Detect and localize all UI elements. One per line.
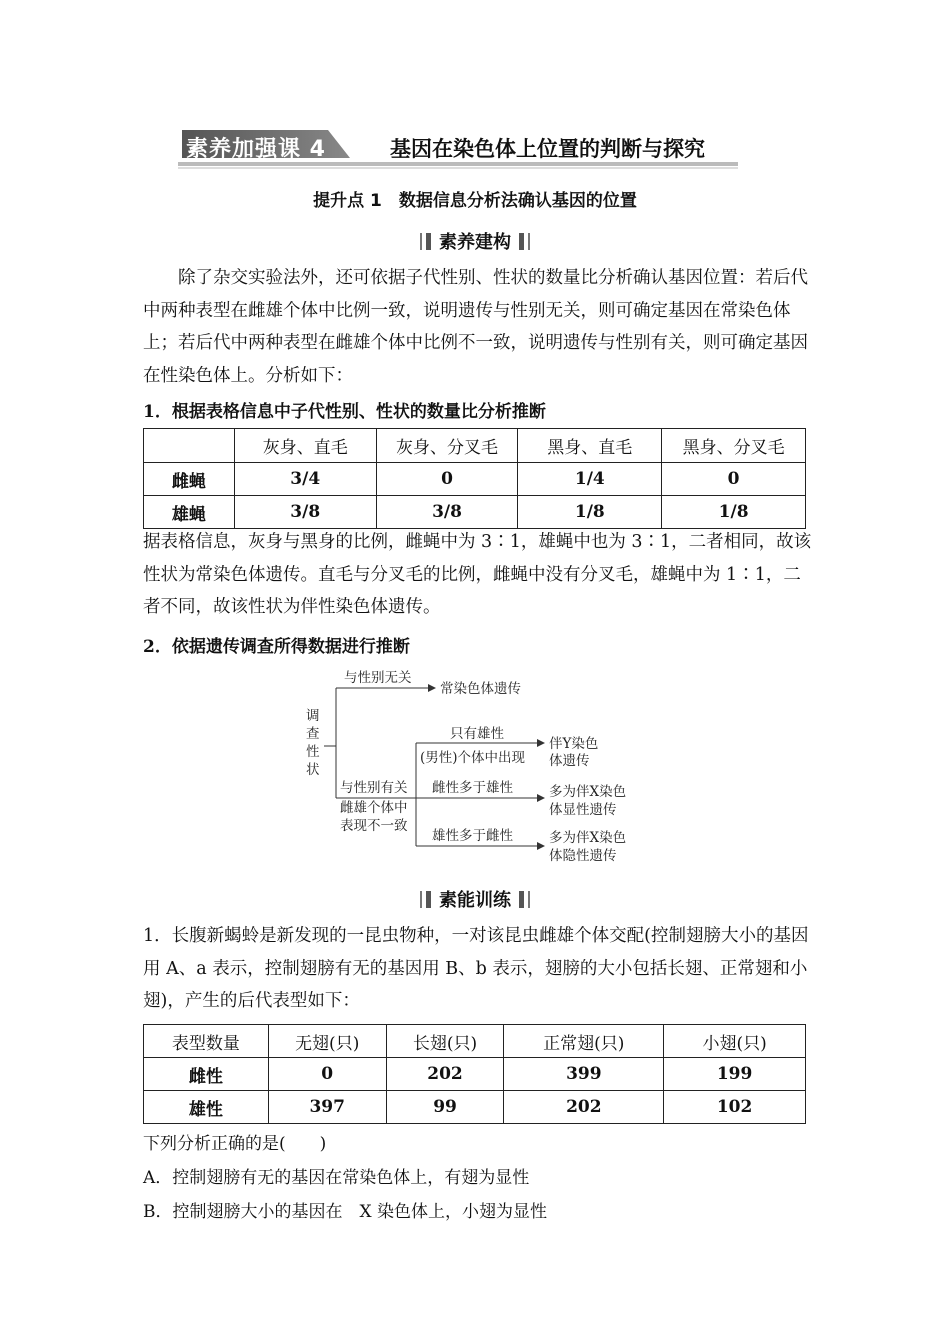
table-offspring-phenotypes <box>143 1024 806 1124</box>
intro-paragraph: 除了杂交实验法外，还可依据子代性别、性状的数量比分析确认基因位置：若后代中两种表型在雌雄个体中比例一致，说明遗传与性别无关，则可确定基因在常染色体上；若后代中两种表型在雌雄个体中比例不一致，说明遗传与性别有关，则可确定基因在性染色体上。分析如下： <box>143 268 808 386</box>
table-header-cell: 正常翅(只) <box>504 1025 664 1058</box>
table-sex-trait-ratio <box>143 428 806 529</box>
analysis-paragraph: 据表格信息，灰身与黑身的比例，雌蝇中为 3∶1，雄蝇中也为 3∶1，二者相同，故该性状为常染色体遗传。直毛与分叉毛的比例，雌蝇中没有分叉毛，雄蝇中为 1∶1，二者不同，故该性状为伴性染色体遗传。 <box>143 532 812 617</box>
diagram-cond-male-only-sub: (男性)个体中出现 <box>420 750 526 766</box>
table-cell: 3/8 <box>376 496 518 529</box>
diagram-root-2: 查 <box>306 726 320 742</box>
table-row <box>144 496 806 529</box>
diagram-result-autosomal: 常染色体遗传 <box>440 681 521 697</box>
table-row <box>144 429 806 463</box>
diagram-result-xr-2: 体隐性遗传 <box>549 848 617 864</box>
table-cell: 1/8 <box>662 496 806 529</box>
table-cell: 202 <box>504 1091 664 1124</box>
diagram-root-3: 性 <box>306 744 320 760</box>
diagram-branch-related-sub2: 表现不一致 <box>340 818 408 834</box>
table-header-cell: 无翅(只) <box>268 1025 386 1058</box>
diagram-root-4: 状 <box>306 762 320 778</box>
question-prompt: 下列分析正确的是( ) <box>143 1134 327 1154</box>
chapter-badge: 素养加强课 4 <box>186 137 326 162</box>
section-heading-construction: 素养建构 <box>0 228 950 254</box>
diagram-cond-male-only: 只有雄性 <box>450 726 504 742</box>
diagram-result-xd-1: 多为伴X染色 <box>549 784 627 800</box>
section-heading-training: 素能训练 <box>0 886 950 912</box>
item-1-heading: 1．根据表格信息中子代性别、性状的数量比分析推断 <box>143 402 546 422</box>
diagram-branch-related: 与性别有关 <box>340 780 408 796</box>
diagram-branch-unrelated: 与性别无关 <box>344 670 412 686</box>
table-cell: 102 <box>664 1091 806 1124</box>
table-header-cell: 长翅(只) <box>386 1025 504 1058</box>
table-cell: 雄性 <box>144 1091 269 1124</box>
option-b[interactable]: B．控制翅膀大小的基因在 X 染色体上，小翅为显性 <box>143 1202 547 1222</box>
diagram-result-y-1: 伴Y染色 <box>549 736 599 752</box>
inheritance-decision-diagram <box>300 668 650 868</box>
diagram-branch-related-sub1: 雌雄个体中 <box>340 800 408 816</box>
diagram-root-1: 调 <box>306 708 320 724</box>
table-header-cell: 黑身、分叉毛 <box>662 429 806 463</box>
table-cell: 3/4 <box>234 463 376 496</box>
table-header-cell: 表型数量 <box>144 1025 269 1058</box>
table-cell: 199 <box>664 1058 806 1091</box>
diagram-cond-male-more: 雄性多于雌性 <box>432 828 513 844</box>
table-cell: 雌性 <box>144 1058 269 1091</box>
table-cell: 3/8 <box>234 496 376 529</box>
question-1-stem: 1．长腹新蝎蛉是新发现的一昆虫物种，一对该昆虫雌雄个体交配(控制翅膀大小的基因用 A、a 表示，控制翅膀有无的基因用 B、b 表示，翅膀的大小包括长翅、正常翅和小翅)，产生的后代表型如下： <box>143 926 809 1011</box>
table-row <box>144 463 806 496</box>
table-cell: 雄蝇 <box>144 496 235 529</box>
diagram-result-xd-2: 体显性遗传 <box>549 802 617 818</box>
table-row <box>144 1058 806 1091</box>
section-subtitle: 提升点 1 数据信息分析法确认基因的位置 <box>313 191 637 211</box>
chapter-title: 基因在染色体上位置的判断与探究 <box>390 136 705 161</box>
table-cell: 202 <box>386 1058 504 1091</box>
table-cell: 1/4 <box>518 463 662 496</box>
table-cell: 0 <box>662 463 806 496</box>
table-cell: 397 <box>268 1091 386 1124</box>
table-row <box>144 1025 806 1058</box>
table-header-cell: 黑身、直毛 <box>518 429 662 463</box>
table-row <box>144 1091 806 1124</box>
table-cell: 雌蝇 <box>144 463 235 496</box>
table-cell <box>144 429 235 463</box>
table-cell: 99 <box>386 1091 504 1124</box>
diagram-result-xr-1: 多为伴X染色 <box>549 830 627 846</box>
table-cell: 0 <box>376 463 518 496</box>
table-header-cell: 灰身、分叉毛 <box>376 429 518 463</box>
table-cell: 0 <box>268 1058 386 1091</box>
diagram-result-y-2: 体遗传 <box>549 753 590 769</box>
option-a[interactable]: A．控制翅膀有无的基因在常染色体上，有翅为显性 <box>143 1168 530 1188</box>
table-cell: 399 <box>504 1058 664 1091</box>
table-header-cell: 灰身、直毛 <box>234 429 376 463</box>
table-header-cell: 小翅(只) <box>664 1025 806 1058</box>
diagram-cond-female-more: 雌性多于雄性 <box>432 780 513 796</box>
table-cell: 1/8 <box>518 496 662 529</box>
item-2-heading: 2．依据遗传调查所得数据进行推断 <box>143 637 410 657</box>
